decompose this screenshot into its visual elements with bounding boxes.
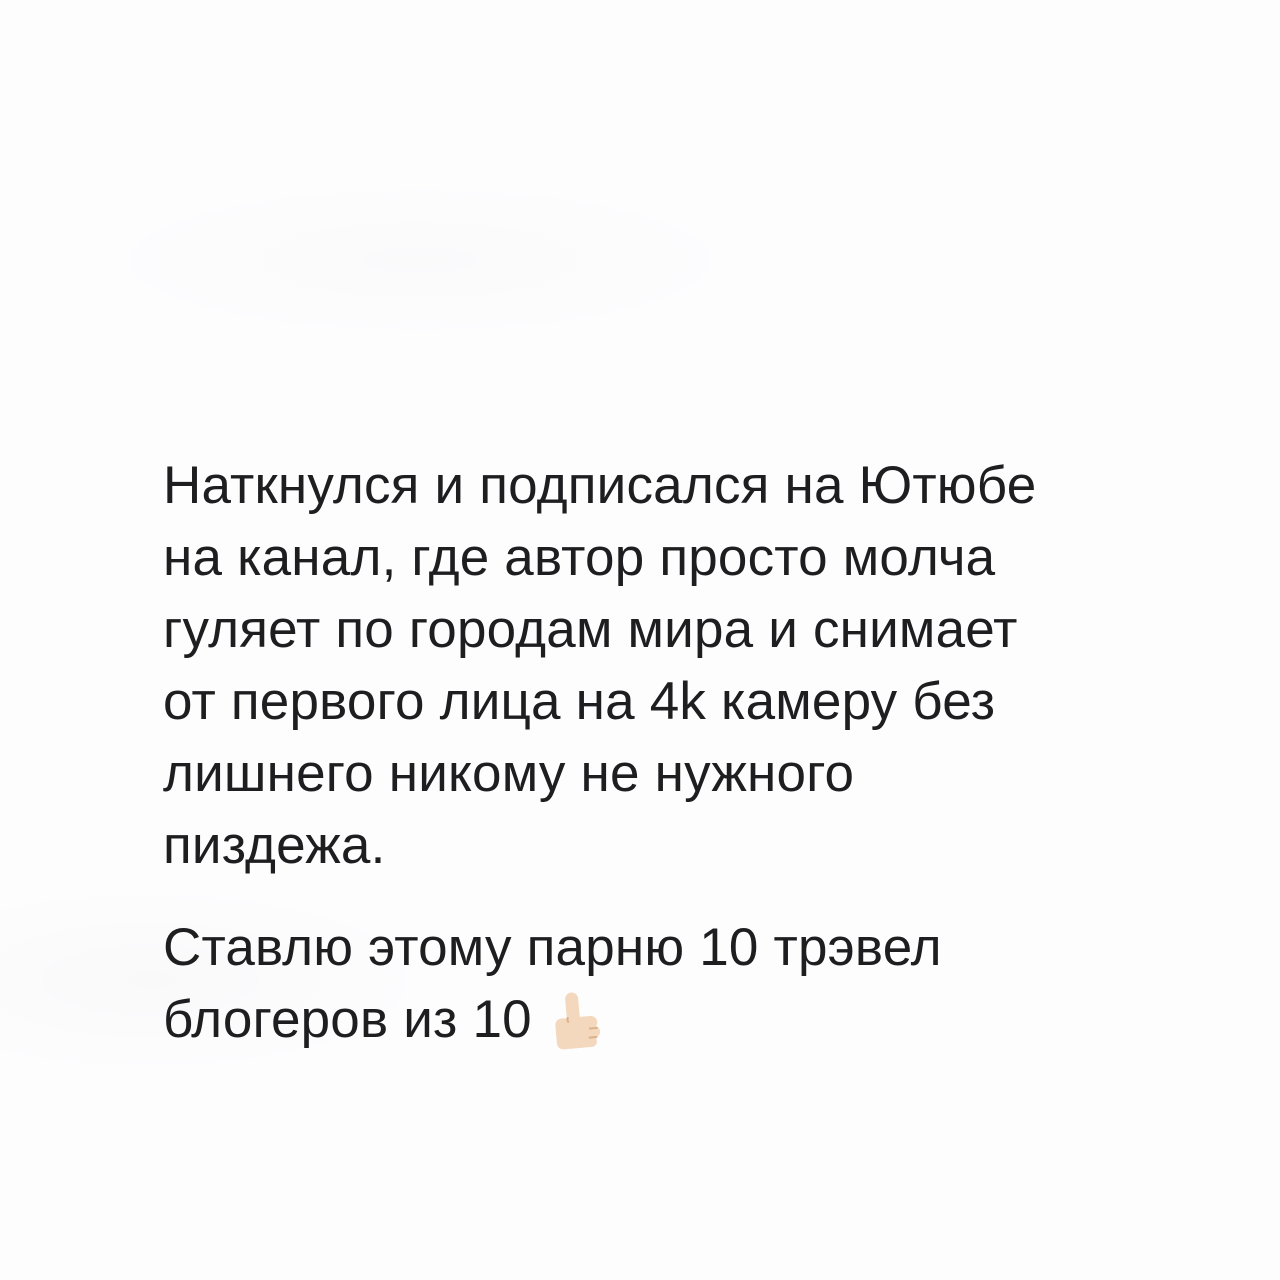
- post-paragraph-1: [163, 450, 1036, 882]
- post: [163, 450, 1036, 1056]
- post-line: на канал, где автор просто молча: [163, 528, 996, 587]
- post-line: лишнего никому не нужного: [163, 744, 855, 803]
- post-line: пиздежа.: [163, 816, 386, 875]
- post-paragraph-2: [163, 912, 1036, 1056]
- post-line: гуляет по городам мира и снимает: [163, 600, 1018, 659]
- post-line-text: блогеров из 10: [163, 990, 532, 1049]
- post-line: Наткнулся и подписался на Ютюбе: [163, 456, 1037, 515]
- post-line: Ставлю этому парню 10 трэвел: [163, 918, 942, 977]
- post-line: от первого лица на 4k камеру без: [163, 672, 996, 731]
- thumbs-up-hand: [552, 990, 601, 1050]
- thumbs-up-icon: [547, 988, 609, 1053]
- post-line: [163, 984, 1036, 1056]
